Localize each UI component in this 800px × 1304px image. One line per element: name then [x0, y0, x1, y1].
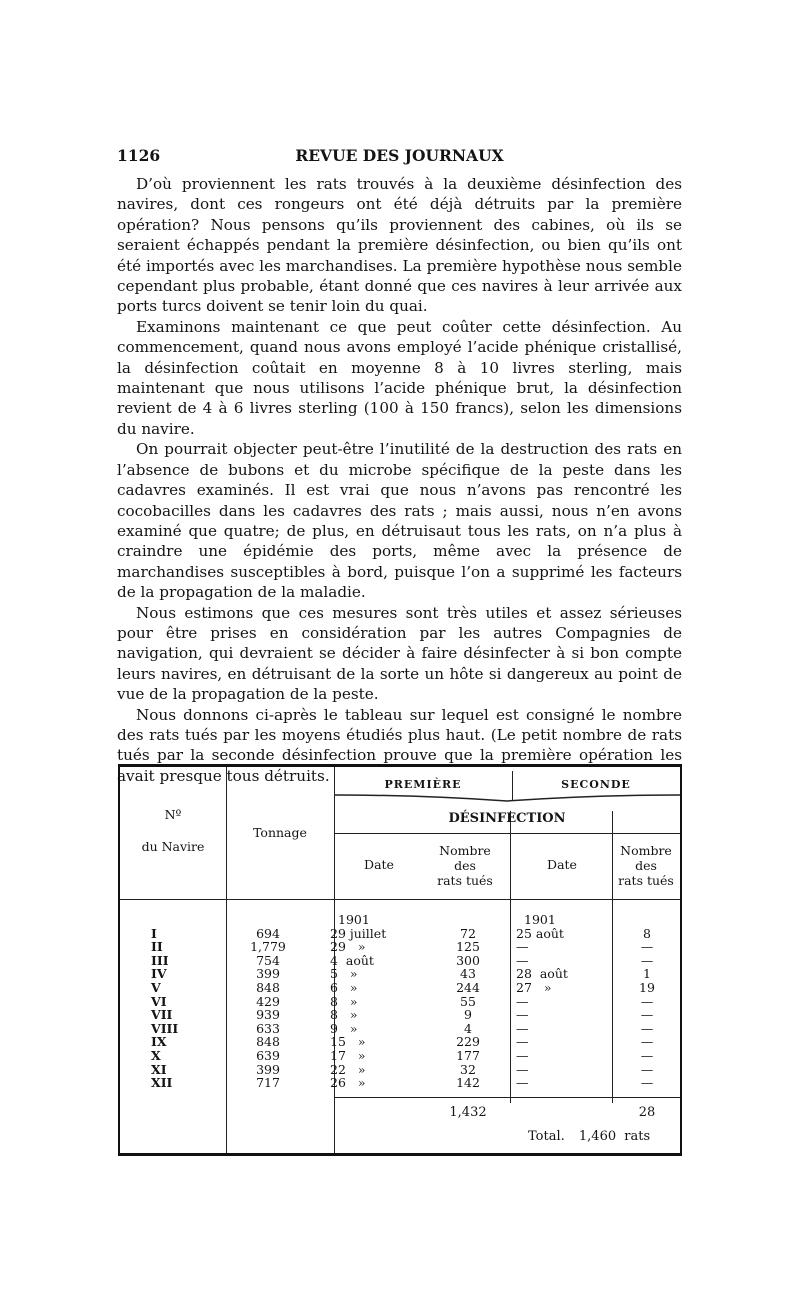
table-cell: — — [516, 1034, 529, 1050]
table-cell: — — [640, 1075, 654, 1091]
table-cell: 399 — [256, 966, 280, 982]
table-cell: 9 — [464, 1007, 472, 1023]
table-cell: 9 » — [330, 1020, 358, 1036]
header-date-2: Date — [547, 857, 577, 872]
grand-total — [528, 1129, 650, 1144]
header-date-1: Date — [364, 857, 394, 872]
header-no: Nº — [164, 807, 182, 822]
column-rats-2 — [622, 913, 672, 1090]
sum-first: 1,432 — [449, 1105, 487, 1120]
header-nombre-1-line: des — [454, 858, 476, 873]
table-cell: III — [151, 952, 169, 968]
table-cell: 939 — [256, 1007, 280, 1023]
table-cell: — — [640, 939, 654, 955]
paragraph: Nous estimons que ces mesures sont très utiles et assez sérieuses pour être prises en considération par les autres Compagnies de navigation, qui devraient se décider à faire désinfecter à si bon compte leurs navires, en détruisant de la sorte un hôte si dangereux au point de vue de la propagation de la peste. — [117, 603, 682, 704]
header-nombre-2-line: Nombre — [620, 843, 672, 858]
table-cell: VIII — [151, 1020, 179, 1036]
article-body — [117, 174, 682, 786]
table-cell: IV — [151, 966, 167, 982]
header-nombre-1-line: rats tués — [437, 873, 493, 888]
table-cell: 8 » — [330, 1007, 358, 1023]
table-cell: 848 — [256, 1034, 280, 1050]
table-cell: X — [151, 1047, 161, 1063]
brace-line — [335, 793, 680, 803]
table-cell: 6 » — [330, 979, 358, 995]
table-cell: 43 — [460, 966, 476, 982]
running-head — [117, 146, 682, 170]
table-cell: V — [151, 979, 161, 995]
column-rule — [510, 811, 511, 1103]
table-cell: 754 — [256, 952, 280, 968]
table-cell: 32 — [460, 1061, 476, 1077]
table-cell: 300 — [456, 952, 480, 968]
table-cell: — — [516, 1047, 529, 1063]
table-cell: VII — [151, 1007, 173, 1023]
table-cell: 639 — [256, 1047, 280, 1063]
table-cell: 848 — [256, 979, 280, 995]
column-rats-1 — [438, 913, 498, 1090]
table-cell: — — [640, 952, 654, 968]
header-du-navire: du Navire — [141, 839, 205, 854]
header-nombre-1-line: Nombre — [439, 843, 491, 858]
sum-rule — [334, 1097, 680, 1098]
blank-cell — [438, 913, 498, 927]
table-cell: 4 août — [330, 952, 374, 968]
header-seconde: SECONDE — [561, 778, 631, 791]
table-cell: 17 » — [330, 1047, 366, 1063]
table-cell: 72 — [460, 925, 476, 941]
table-cell: XI — [151, 1061, 167, 1077]
table-cell: — — [640, 1047, 654, 1063]
table-cell: 177 — [456, 1047, 480, 1063]
table-cell: 19 — [639, 979, 655, 995]
rats-table — [118, 764, 682, 1156]
blank-cell — [151, 913, 211, 927]
table-cell: — — [640, 1020, 654, 1036]
table-cell: VI — [151, 993, 167, 1009]
journal-title: REVUE DES JOURNAUX — [295, 146, 504, 165]
header-rule — [334, 833, 680, 834]
table-cell: IX — [151, 1034, 167, 1050]
table-cell: 4 — [464, 1020, 472, 1036]
paragraph: On pourrait objecter peut-être l’inutilité de la destruction des rats en l’absence de bubons et du microbe spécifique de la peste dans les cadavres examinés. Il est vrai que nous n’avons pas rencontré les cocobacilles dans les cadavres des rats ; mais aussi, nous n’en avons examiné que quatre; de plus, en détruisaut tous les rats, on n’a plus à craindre une épidémie des ports, même avec la présence de marchandises susceptibles à bord, puisque l’on a supprimé les facteurs de la propagation de la maladie. — [117, 440, 682, 602]
header-nombre-2 — [612, 843, 680, 888]
table-cell: 429 — [256, 993, 280, 1009]
table-cell: — — [640, 993, 654, 1009]
year-cell: 1901 — [524, 912, 556, 927]
page-number: 1126 — [117, 146, 161, 165]
table-cell: 55 — [460, 993, 476, 1009]
table-cell: 244 — [456, 979, 480, 995]
header-desinfection: DÉSINFECTION — [448, 811, 566, 826]
paragraph: Nous donnons ci-après le tableau sur lequel est consigné le nombre des rats tués par les moyens étudiés plus haut. (Le petit nombre de rats tués par la seconde désinfection prouve que la première opération les avait presque tous détruits. — [117, 705, 682, 785]
table-cell: 399 — [256, 1061, 280, 1077]
total-unit: rats — [624, 1129, 651, 1144]
header-rule — [120, 899, 680, 900]
sum-second: 28 — [638, 1105, 656, 1120]
table-cell: — — [516, 993, 529, 1009]
table-cell: 8 » — [330, 993, 358, 1009]
paragraph: D’où proviennent les rats trouvés à la deuxième désinfection des navires, dont ces rongeurs ont été déjà détruits par la première opération? Nous pensons qu’ils proviennent des cabines, où ils se seraient échappés pendant la première désinfection, ou bien qu’ils ont été importés avec les marchandises. La première hypothèse nous semble cependant plus probable, étant donné que ces navires à leur arrivée aux ports turcs doivent se tenir loin du quai. — [117, 175, 682, 316]
header-nombre-2-line: rats tués — [618, 873, 674, 888]
table-cell: 29 » — [330, 939, 366, 955]
table-cell: — — [640, 1061, 654, 1077]
table-cell: I — [151, 925, 157, 941]
table-cell: 5 » — [330, 966, 358, 982]
table-cell: 229 — [456, 1034, 480, 1050]
table-cell: 28 août — [516, 966, 568, 982]
table-cell: 633 — [256, 1020, 280, 1036]
column-date-1 — [330, 913, 450, 1090]
header-nombre-1 — [420, 843, 510, 888]
total-value: 1,460 — [578, 1129, 617, 1144]
table-cell: 22 » — [330, 1061, 366, 1077]
column-tonnage — [228, 913, 308, 1090]
table-cell: XII — [151, 1075, 173, 1091]
table-cell: — — [640, 1034, 654, 1050]
table-cell: 125 — [456, 939, 480, 955]
table-cell: — — [640, 1007, 654, 1023]
table-cell: — — [516, 1007, 529, 1023]
table-cell: 26 » — [330, 1075, 366, 1091]
table-cell: — — [516, 1020, 529, 1036]
header-premiere: PREMIÈRE — [384, 778, 462, 791]
table-cell: 694 — [256, 925, 280, 941]
table-cell: 15 » — [330, 1034, 366, 1050]
table-cell: 142 — [456, 1075, 480, 1091]
table-cell: — — [516, 952, 529, 968]
table-cell: II — [151, 939, 163, 955]
table-cell: — — [516, 1075, 529, 1091]
header-nombre-2-line: des — [635, 858, 657, 873]
column-numero — [151, 913, 211, 1090]
table-cell: 29 juillet — [330, 925, 387, 941]
year-cell: 1901 — [338, 912, 370, 927]
blank-cell — [622, 913, 672, 927]
table-cell: 717 — [256, 1075, 280, 1091]
column-date-2 — [516, 913, 626, 1090]
table-cell: — — [516, 1061, 529, 1077]
table-cell: 1 — [643, 966, 651, 982]
table-cell: 27 » — [516, 979, 552, 995]
total-label: Total. — [528, 1129, 565, 1144]
header-tonnage: Tonnage — [253, 825, 307, 840]
paragraph: Examinons maintenant ce que peut coûter cette désinfection. Au commencement, quand nous avons employé l’acide phénique cristallisé, la désinfection coûtait en moyenne 8 à 10 livres sterling, mais maintenant que nous utilisons l’acide phénique brut, la désinfection revient de 4 à 6 livres sterling (100 à 150 francs), selon les dimensions du navire. — [117, 317, 682, 438]
table-cell: 8 — [643, 925, 651, 941]
table-cell: 25 août — [516, 925, 564, 941]
blank-cell — [228, 913, 308, 927]
table-cell: 1,779 — [250, 939, 286, 955]
table-cell: — — [516, 939, 529, 955]
